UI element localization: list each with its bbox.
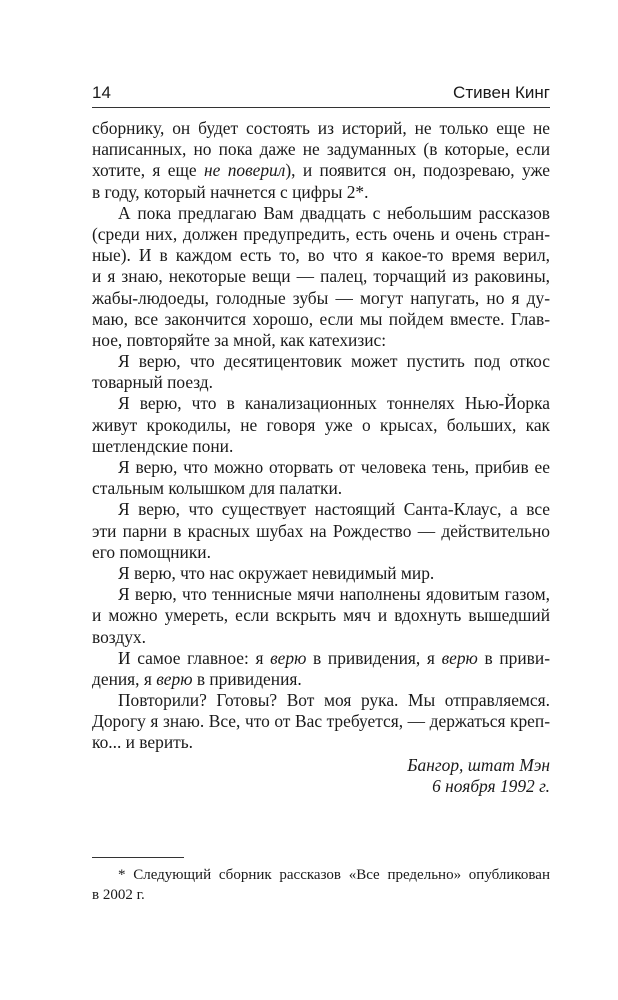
text-line: Повторили? Готовы? Вот моя рука. Мы отправляемся. [118, 690, 550, 711]
text-line: Я верю, что в канализационных тоннелях Нью-Йорка [118, 393, 550, 414]
text-line: А пока предлагаю Вам двадцать с небольшим рассказов [118, 202, 550, 223]
running-title: Стивен Кинг [453, 83, 550, 102]
text-line: стальным колышком для палатки. [92, 478, 343, 499]
text-line: сборнику, он будет состоять из историй, не только еще не [92, 118, 550, 138]
text-line: и можно умереть, если вскрыть мяч и вдохнуть вышедший [92, 605, 550, 626]
footnote-line: в 2002 г. [92, 887, 145, 903]
text-line: Я верю, что десятицентовик может пустить под откос [118, 351, 550, 372]
text-line: И самое главное: я верю в привидения, я верю в приви- [118, 647, 550, 668]
text-line: хотите, я еще не поверил), и появится он, подозреваю, уже [92, 160, 550, 181]
text-line: в году, который начнется с цифры 2*. [92, 181, 369, 202]
text-line: ное, повторяйте за мной, как катехизис: [92, 329, 387, 350]
text-line: и я знаю, некоторые вещи — палец, торчащий из раковины, [92, 266, 550, 287]
text-line: Я верю, что теннисные мячи наполнены ядовитым газом, [118, 584, 550, 605]
text-line: Я верю, что нас окружает невидимый мир. [118, 562, 435, 583]
footnote-line: * Следующий сборник рассказов «Все предельно» опубликован [118, 867, 550, 883]
text-line: Дорогу я знаю. Все, что от Вас требуется, — держаться креп- [92, 711, 550, 732]
signature-date: 6 ноября 1992 г. [432, 776, 550, 796]
emphasis: не поверил [203, 160, 286, 181]
text-line: Я верю, что можно оторвать от человека тень, прибив ее [118, 457, 550, 477]
running-header [92, 83, 550, 107]
text-line: дения, я верю в привидения. [92, 668, 302, 689]
text-line: товарный поезд. [92, 372, 214, 393]
body-text [92, 118, 550, 754]
header-rule [92, 107, 550, 108]
text-line: маю, все закончится хорошо, если мы пойдем вместе. Глав- [92, 308, 550, 329]
text-line: шетлендские пони. [92, 435, 234, 456]
text-line: ные). И в каждом есть то, во что я какое-то время верил, [92, 245, 550, 266]
emphasis: верю [441, 647, 478, 668]
text-line: живут крокодилы, не говоря уже о крысах, больших, как [92, 414, 550, 435]
text-line: Я верю, что существует настоящий Санта-Клаус, а все [118, 499, 550, 520]
page-number: 14 [92, 83, 111, 102]
footnote-rule [92, 857, 184, 858]
text-line: эти парни в красных шубах на Рождество — действительно [92, 520, 550, 541]
text-line: воздух. [92, 626, 146, 647]
emphasis: верю [270, 647, 307, 668]
text-line: ко... и верить. [92, 732, 194, 753]
footnote [92, 865, 550, 905]
emphasis: верю [156, 668, 193, 689]
signature-place: Бангор, штат Мэн [407, 755, 550, 775]
text-line: жабы-людоеды, голодные зубы — могут напугать, но я ду- [92, 287, 550, 308]
text-line: его помощники. [92, 541, 211, 562]
text-line: (среди них, должен предупредить, есть очень и очень стран- [92, 223, 550, 244]
text-line: написанных, но пока даже не задуманных (в которые, если [92, 139, 550, 160]
